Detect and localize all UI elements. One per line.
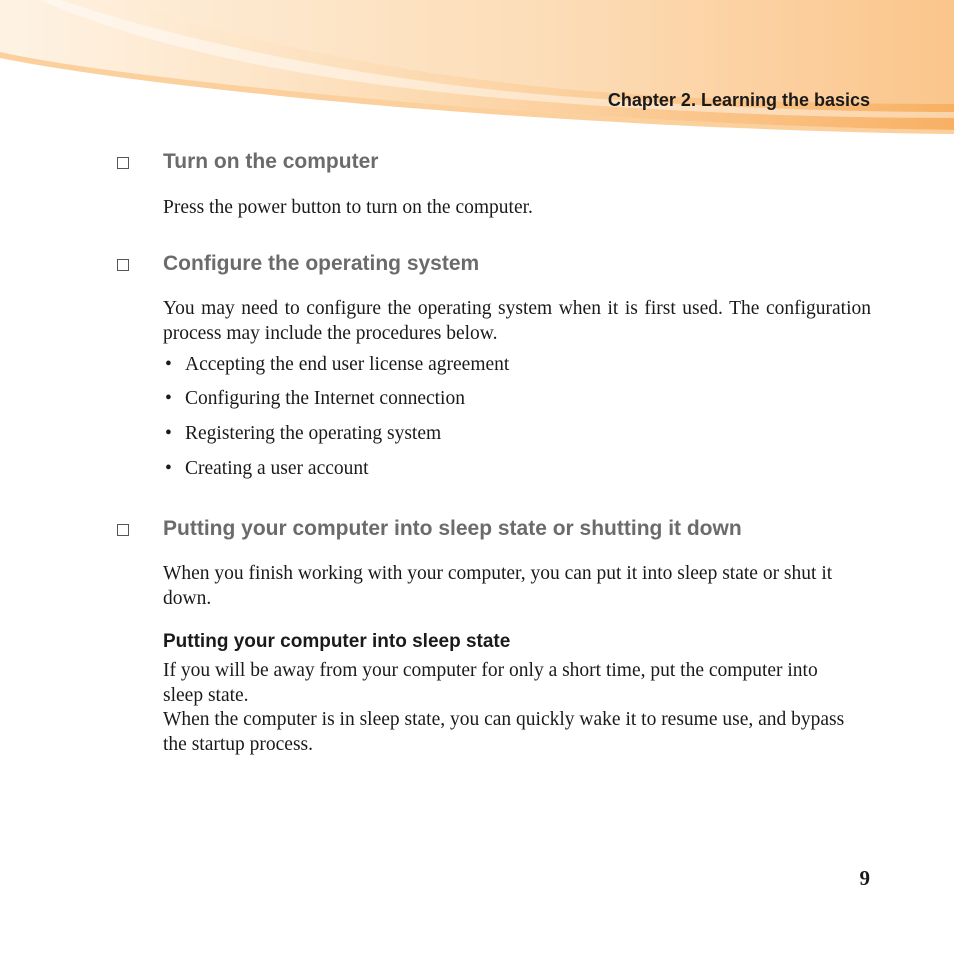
paragraph: Press the power button to turn on the computer.: [163, 197, 533, 218]
paragraph: You may need to configure the operating system when it is first used. The configuration process may include the procedures below.: [163, 298, 871, 344]
list-item-text: Configuring the Internet connection: [185, 388, 465, 409]
list-item-text: Creating a user account: [185, 458, 369, 479]
section-heading-text: Configure the operating system: [163, 252, 480, 275]
bullet-dot-icon: •: [165, 423, 172, 444]
square-bullet-icon: [117, 524, 129, 536]
bullet-dot-icon: •: [165, 388, 172, 409]
paragraph: If you will be away from your computer for only a short time, put the computer into sleep state.: [163, 660, 818, 706]
paragraph: When the computer is in sleep state, you can quickly wake it to resume use, and bypass the startup process.: [163, 709, 845, 755]
header-decoration: [0, 0, 954, 140]
paragraph: When you finish working with your computer, you can put it into sleep state or shut it down.: [163, 563, 833, 609]
page-number: 9: [859, 866, 870, 890]
subheading-sleep-state: Putting your computer into sleep state: [163, 631, 511, 652]
list-item-text: Accepting the end user license agreement: [185, 354, 510, 375]
section-heading-text: Turn on the computer: [163, 150, 379, 173]
bullet-dot-icon: •: [165, 458, 172, 479]
list-item-text: Registering the operating system: [185, 423, 442, 444]
section-heading-text: Putting your computer into sleep state or shutting it down: [163, 517, 742, 540]
square-bullet-icon: [117, 259, 129, 271]
square-bullet-icon: [117, 157, 129, 169]
bullet-dot-icon: •: [165, 354, 172, 375]
chapter-title: Chapter 2. Learning the basics: [607, 90, 870, 110]
